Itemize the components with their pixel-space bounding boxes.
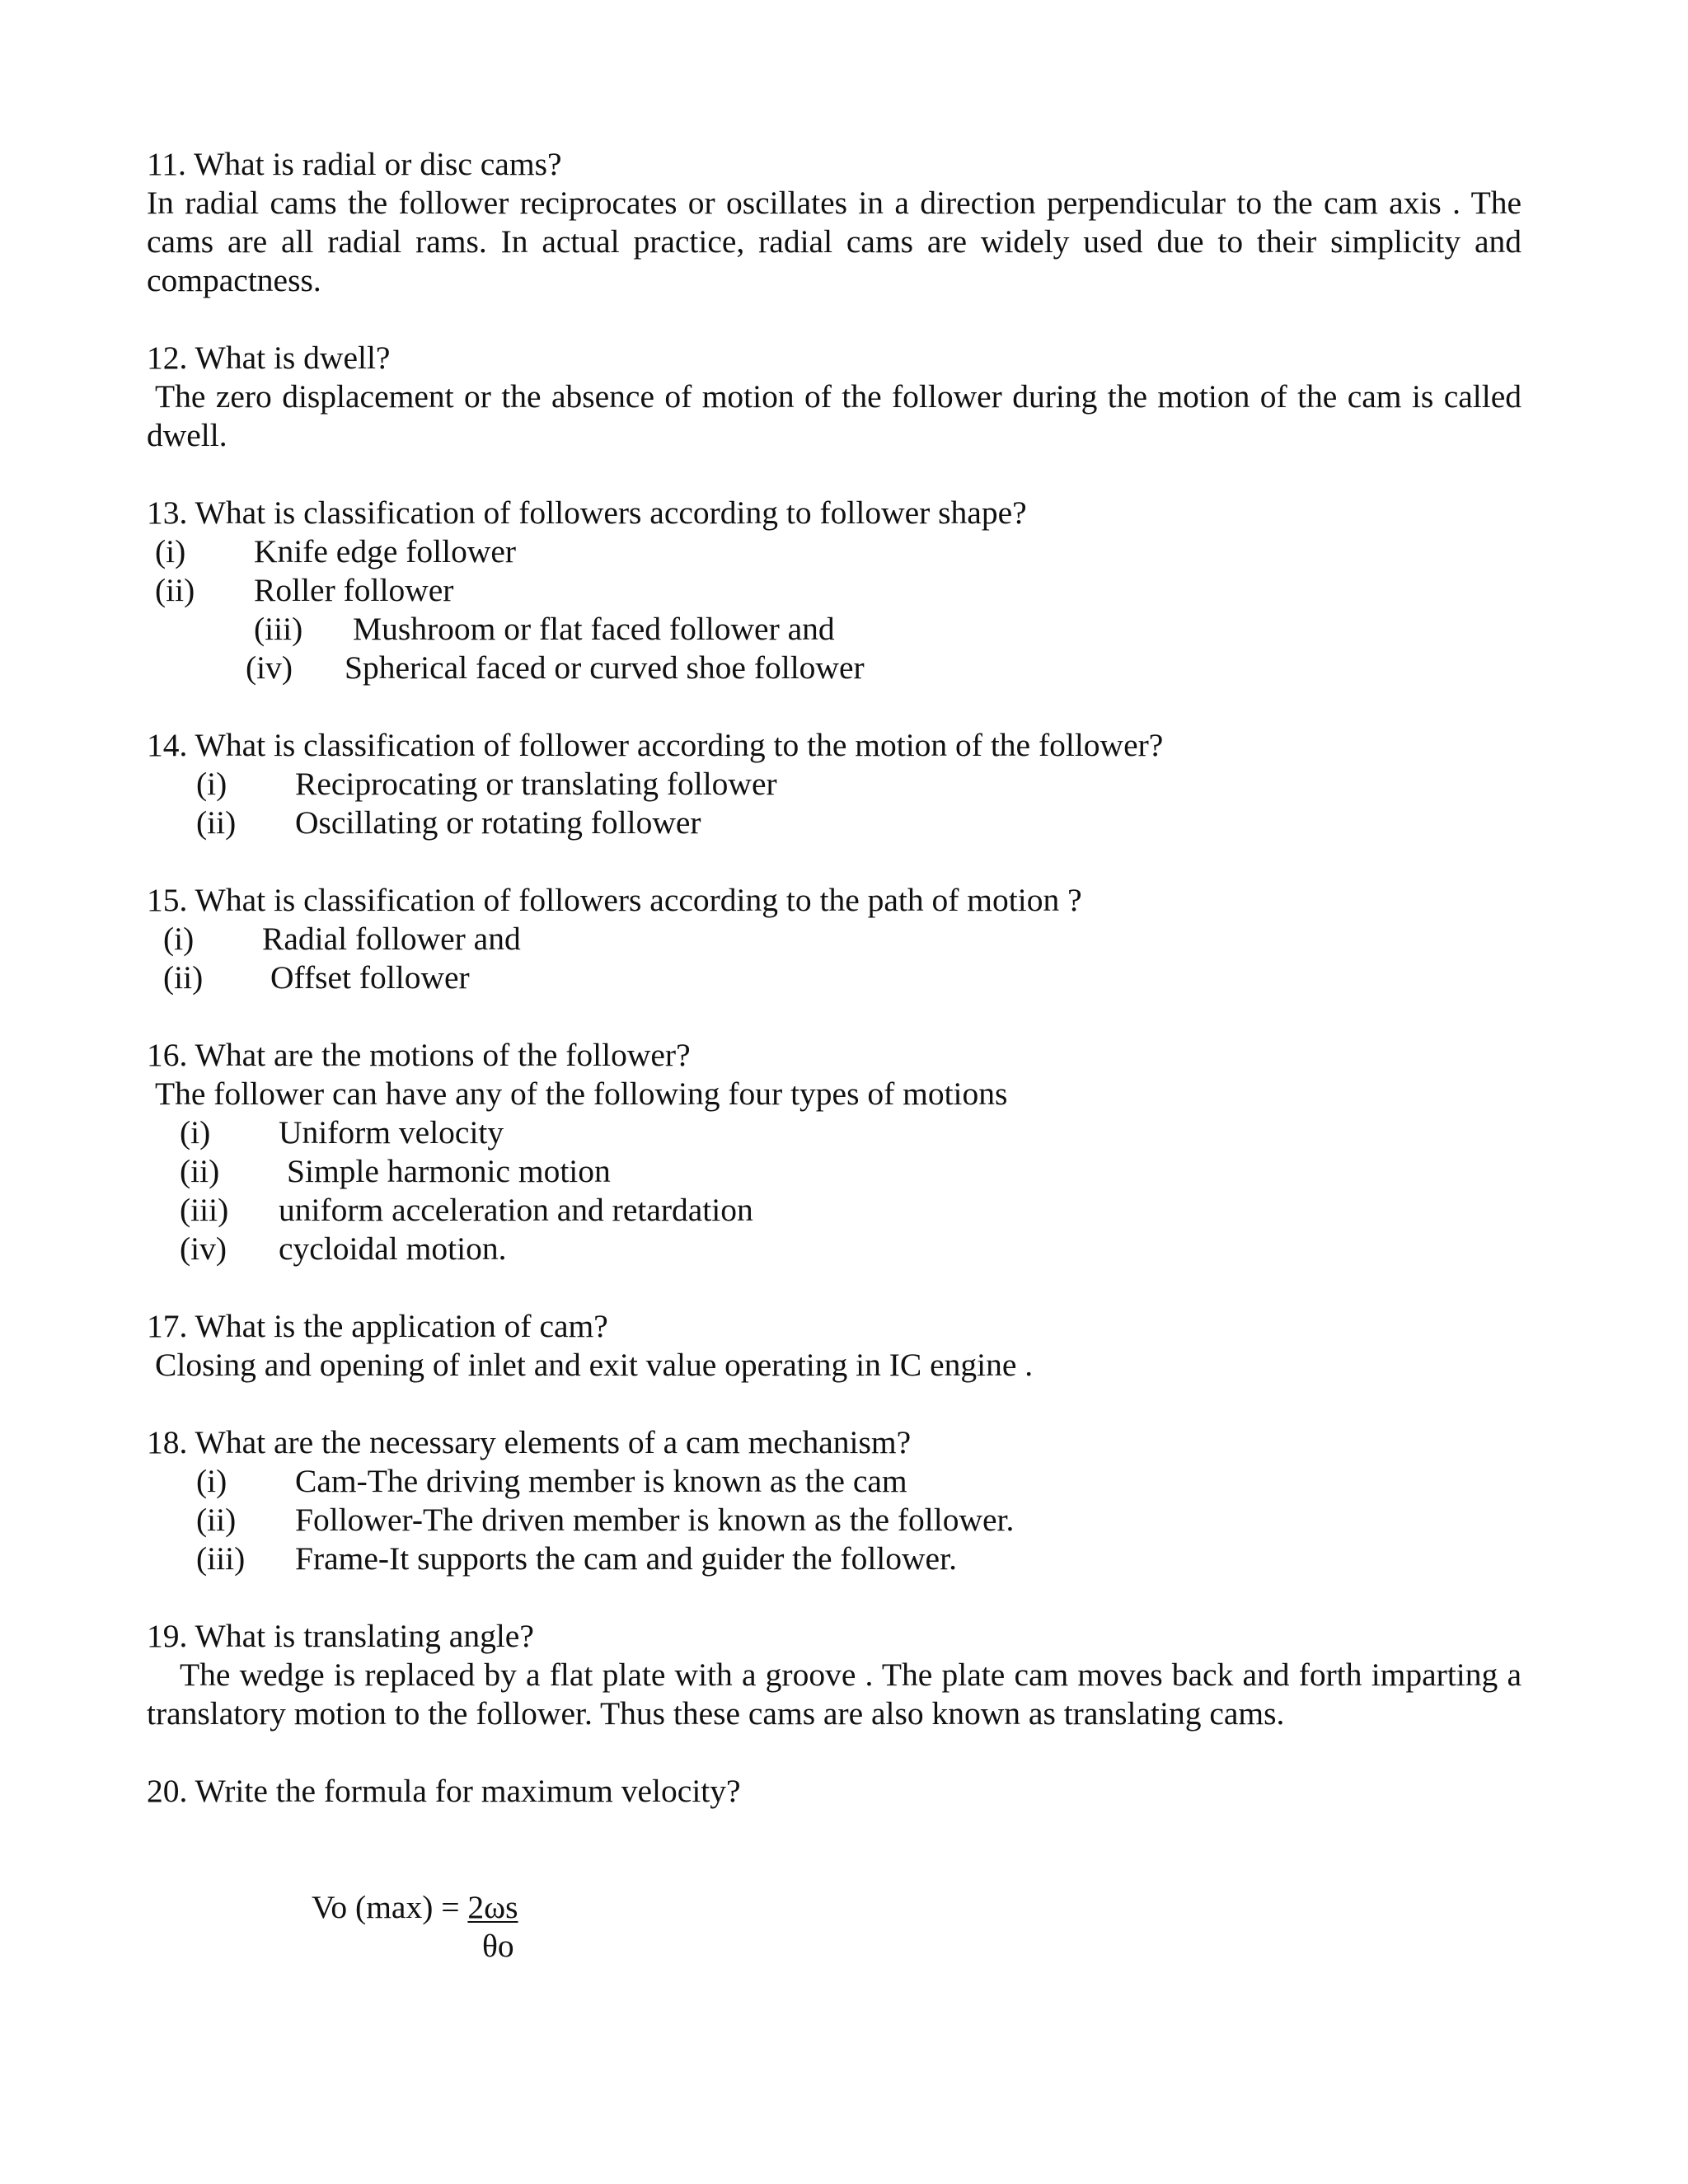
list-item <box>147 1152 1522 1191</box>
formula-lhs <box>312 1888 518 1927</box>
question-title: 12. What is dwell? <box>147 340 391 376</box>
list-item-number: (iii) <box>254 611 303 647</box>
list-item-text: Spherical faced or curved shoe follower <box>345 649 865 686</box>
question-16 <box>147 1036 1522 1268</box>
question-title: 17. What is the application of cam? <box>147 1308 608 1344</box>
list-item-text: Knife edge follower <box>254 533 517 569</box>
document-page <box>147 145 1522 2026</box>
list-item <box>147 1501 1522 1540</box>
question-title: 16. What are the motions of the follower? <box>147 1037 691 1073</box>
question-15 <box>147 881 1522 997</box>
question-title: 11. What is radial or disc cams? <box>147 146 562 182</box>
list-item-number: (iii) <box>180 1192 229 1228</box>
list-item-number: (i) <box>180 1114 211 1151</box>
list-item-number: (iv) <box>180 1230 227 1267</box>
question-title: 15. What is classification of followers according to the path of motion ? <box>147 882 1082 918</box>
list-item-text: Uniform velocity <box>279 1114 504 1151</box>
list-item <box>147 532 1522 571</box>
question-title: 20. Write the formula for maximum velocity? <box>147 1773 741 1809</box>
question-11 <box>147 145 1522 300</box>
question-20 <box>147 1772 1522 1987</box>
list-item-number: (ii) <box>155 572 195 608</box>
list-item <box>147 1462 1522 1501</box>
answer-text: The wedge is replaced by a flat plate with a groove . The plate cam moves back and forth imparting a translatory motion to the follower. Thus these cams are also known as translating cams. <box>147 1657 1522 1732</box>
list-item <box>147 920 1522 958</box>
list-item-text: Cam-The driving member is known as the cam <box>295 1463 907 1499</box>
answer-text: Closing and opening of inlet and exit value operating in IC engine . <box>155 1347 1034 1383</box>
list-item-number: (ii) <box>180 1153 220 1189</box>
question-title: 13. What is classification of followers according to follower shape? <box>147 494 1027 531</box>
list-item-text: uniform acceleration and retardation <box>279 1192 753 1228</box>
formula-numerator: 2ωs <box>467 1889 518 1925</box>
list-item <box>147 571 1522 610</box>
answer-text: The zero displacement or the absence of motion of the follower during the motion of the cam is called dwell. <box>147 378 1522 453</box>
question-19 <box>147 1617 1522 1733</box>
list-item <box>147 1113 1522 1152</box>
list-item <box>147 610 1522 649</box>
list-item-text: cycloidal motion. <box>279 1230 507 1267</box>
list-item-text: Offset follower <box>270 959 470 996</box>
list-item <box>147 1191 1522 1230</box>
question-title: 14. What is classification of follower according to the motion of the follower? <box>147 727 1164 763</box>
question-18 <box>147 1423 1522 1578</box>
list-item <box>147 958 1522 997</box>
list-item-text: Roller follower <box>254 572 454 608</box>
list-item-number: (i) <box>196 1463 227 1499</box>
list-item-number: (iv) <box>246 649 293 686</box>
list-item <box>147 1230 1522 1268</box>
list-item-text: Simple harmonic motion <box>287 1153 611 1189</box>
formula-lhs-text: Vo (max) = <box>312 1889 468 1925</box>
question-17 <box>147 1307 1522 1385</box>
list-item-text: Reciprocating or translating follower <box>295 766 777 802</box>
list-item <box>147 765 1522 804</box>
list-item <box>147 649 1522 687</box>
list-item-number: (iii) <box>196 1540 246 1577</box>
list-item-number: (ii) <box>163 959 204 996</box>
question-title: 18. What are the necessary elements of a cam mechanism? <box>147 1424 912 1460</box>
question-13 <box>147 494 1522 687</box>
list-item-text: Frame-It supports the cam and guider the follower. <box>295 1540 957 1577</box>
question-intro: The follower can have any of the following four types of motions <box>155 1076 1008 1112</box>
answer-text: In radial cams the follower reciprocates or oscillates in a direction perpendicular to the cam axis . The cams are all radial rams. In actual practice, radial cams are widely used due to their simplicity and compactness. <box>147 185 1522 298</box>
list-item-number: (ii) <box>196 804 237 841</box>
formula-denominator: θo <box>482 1928 514 1964</box>
list-item-text: Radial follower and <box>262 921 521 957</box>
question-12 <box>147 339 1522 455</box>
question-title: 19. What is translating angle? <box>147 1618 534 1654</box>
list-item-number: (ii) <box>196 1502 237 1538</box>
list-item-text: Follower-The driven member is known as the follower. <box>295 1502 1015 1538</box>
list-item-number: (i) <box>196 766 227 802</box>
list-item-number: (i) <box>155 533 186 569</box>
list-item-text: Mushroom or flat faced follower and <box>353 611 835 647</box>
list-item <box>147 1540 1522 1578</box>
max-velocity-formula <box>147 1888 1522 1987</box>
list-item-number: (i) <box>163 921 195 957</box>
question-14 <box>147 726 1522 842</box>
list-item <box>147 804 1522 842</box>
list-item-text: Oscillating or rotating follower <box>295 804 701 841</box>
